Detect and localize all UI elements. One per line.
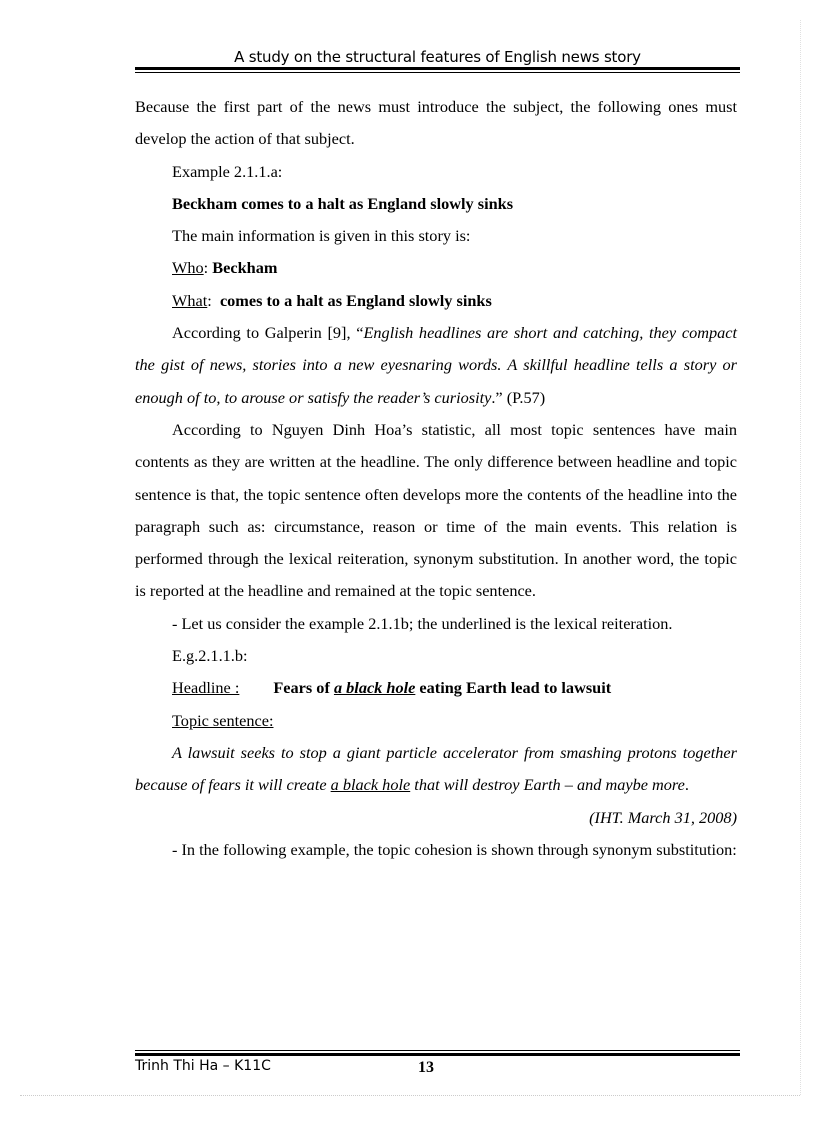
who-line: Who: Beckham (172, 258, 278, 278)
hoa-paragraph: According to Nguyen Dinh Hoa’s statistic, all most topic sentences have main contents as they are written at the headline. The only difference between headline and topic sentence is that, the topic sentence often develops more the contents of the headline into the paragraph such as: circumstance, reason or time of the main events. This relation is performed through the lexical reiteration, synonym substitution. In another word, the topic is reported at the headline and remained at the topic sentence. (135, 419, 737, 601)
footer-rule-thick (135, 1053, 740, 1056)
galperin-paragraph (135, 317, 737, 414)
galperin-citation: .” (P.57) (491, 387, 546, 407)
page-edge-bottom (20, 1095, 800, 1096)
example-headline: Beckham comes to a halt as England slowly sinks (172, 193, 514, 213)
what-value: comes to a halt as England slowly sinks (219, 290, 492, 310)
headline-underlined: a black hole (333, 678, 416, 698)
main-info-line: The main information is given in this story is: (172, 226, 471, 246)
page-edge-right (800, 20, 801, 1095)
headline-after: eating Earth lead to lawsuit (415, 678, 612, 698)
consider-paragraph: - Let us consider the example 2.1.1b; the underlined is the lexical reiteration. (172, 613, 673, 633)
example-label: Example 2.1.1.a: (172, 161, 283, 181)
running-header: A study on the structural features of English news story (234, 48, 641, 66)
source-citation: (IHT. March 31, 2008) (589, 807, 737, 827)
eg-label: E.g.2.1.1.b: (172, 646, 248, 666)
footer-rule-thin (135, 1050, 740, 1051)
page-number: 13 (418, 1059, 434, 1076)
topic-underlined: a black hole (330, 775, 411, 795)
topic-label: Topic sentence: (172, 710, 274, 730)
headline-text (273, 678, 611, 697)
footer-author: Trinh Thi Ha – K11C (135, 1058, 271, 1074)
topic-after: that will destroy Earth – and maybe more (410, 775, 685, 795)
header-rule-thick (135, 67, 740, 70)
following-paragraph: - In the following example, the topic cohesion is shown through synonym substitution: (172, 839, 737, 859)
headline-line (135, 672, 737, 704)
body-text (135, 91, 737, 866)
topic-line (135, 705, 737, 737)
what-label: What (172, 290, 208, 310)
paragraph-intro: Because the first part of the news must introduce the subject, the following ones must develop the action of that subject. (135, 97, 737, 149)
header-rule-thin (135, 72, 740, 73)
topic-period: . (684, 775, 689, 795)
headline-before: Fears of (273, 678, 334, 698)
galperin-intro: According to Galperin [9], “ (172, 323, 364, 343)
galperin-quote: English headlines are short and catching, they compact the gist of news, stories into a new eyesnaring words. A skillful headline tells a story or enough of to, to arouse or satisfy the reader’s curiosity (135, 323, 737, 407)
topic-sentence (135, 737, 737, 802)
topic-before: A lawsuit seeks to stop a giant particle accelerator from smashing protons together because of fears it will create (135, 742, 737, 795)
who-value: Beckham (212, 258, 278, 278)
headline-label: Headline : (172, 678, 240, 698)
what-line: What: comes to a halt as England slowly sinks (172, 290, 492, 310)
who-label: Who (172, 258, 204, 278)
